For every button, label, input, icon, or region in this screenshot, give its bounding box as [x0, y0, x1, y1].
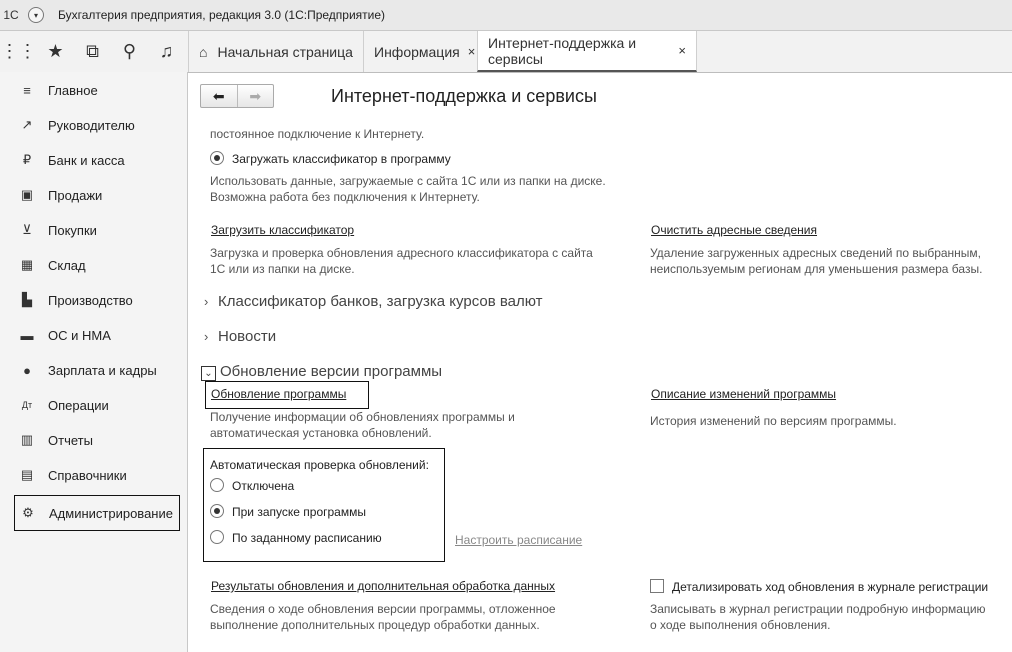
close-icon[interactable]: ×: [678, 43, 686, 58]
warehouse-icon: ▦: [20, 257, 34, 272]
configure-schedule-link[interactable]: Настроить расписание: [455, 533, 583, 547]
main-menu-button[interactable]: ▾: [28, 7, 44, 23]
chevron-right-icon: ›: [204, 294, 209, 309]
section-label: Обновление версии программы: [220, 363, 443, 380]
clear-address-desc-1: Удаление загруженных адресных сведений по выбранным,: [650, 246, 982, 260]
auto-check-option-schedule[interactable]: [210, 530, 382, 545]
sidebar-item-label: Зарплата и кадры: [48, 362, 157, 378]
tab-label: Интернет-поддержка и сервисы: [488, 34, 637, 67]
update-results-desc-2: выполнение дополнительных процедур обработки данных.: [210, 618, 540, 632]
sidebar-item-label: Справочники: [48, 467, 127, 483]
sidebar-item-payroll[interactable]: [14, 354, 180, 386]
sidebar-item-production[interactable]: [14, 284, 180, 316]
list-icon: ≡: [23, 82, 31, 98]
sidebar-item-manager[interactable]: [14, 109, 180, 141]
sidebar-item-label: Продажи: [48, 187, 103, 203]
sidebar-item-label: Главное: [48, 82, 98, 98]
radio-button[interactable]: [210, 530, 224, 544]
sidebar-item-operations[interactable]: [14, 389, 180, 421]
sidebar-item-fixed-assets[interactable]: [14, 319, 180, 351]
load-classifier-desc-1: Загрузка и проверка обновления адресного классификатора с сайта: [210, 246, 593, 260]
radio-button[interactable]: [210, 504, 224, 518]
sidebar-item-label: Руководителю: [48, 117, 135, 133]
chevron-right-icon: ›: [204, 329, 209, 344]
gear-icon: ⚙: [22, 505, 34, 520]
close-icon[interactable]: ×: [467, 44, 476, 59]
tab-home[interactable]: [188, 31, 363, 72]
ruble-icon: ₽: [22, 152, 32, 167]
forward-button[interactable]: ➡: [249, 87, 262, 104]
update-program-desc-2: автоматическая установка обновлений.: [210, 426, 432, 440]
load-classifier-option[interactable]: [210, 151, 451, 166]
radio-label: Отключена: [232, 479, 295, 493]
sidebar-item-bank[interactable]: [14, 144, 180, 176]
nav-buttons: [200, 84, 274, 108]
bell-icon[interactable]: ♫: [159, 41, 174, 61]
section-update[interactable]: [201, 363, 442, 381]
app-logo-icon: 1С: [3, 8, 19, 22]
quick-icons: [0, 31, 188, 72]
program-changes-link[interactable]: Описание изменений программы: [651, 387, 837, 401]
clear-address-desc-2: неиспользуемым регионам для уменьшения размера базы.: [650, 262, 983, 276]
auto-check-option-startup[interactable]: [210, 504, 366, 519]
factory-icon: ▙: [22, 292, 32, 307]
load-classifier-desc-2: 1С или из папки на диске.: [210, 262, 355, 276]
update-results-link[interactable]: Результаты обновления и дополнительная обработка данных: [211, 579, 556, 593]
section-banks[interactable]: [204, 293, 543, 310]
load-option-desc-1: Использовать данные, загружаемые с сайта 1С или из папки на диске.: [210, 174, 606, 188]
tab-bar: [188, 31, 697, 72]
auto-check-label: Автоматическая проверка обновлений:: [210, 458, 429, 472]
sidebar-item-purchases[interactable]: [14, 214, 180, 246]
tab-label: Начальная страница: [217, 43, 353, 60]
radio-label: Загружать классификатор в программу: [232, 152, 451, 166]
sidebar-item-label: Склад: [48, 257, 86, 273]
section-label: Новости: [218, 328, 277, 345]
top-toolbar: [0, 31, 1012, 73]
update-program-desc-1: Получение информации об обновлениях программы и: [210, 410, 515, 424]
radio-button[interactable]: [210, 151, 224, 165]
intro-text: постоянное подключение к Интернету.: [210, 127, 425, 141]
sidebar-item-administration[interactable]: [14, 495, 180, 531]
auto-check-option-off[interactable]: [210, 478, 294, 493]
detail-log-option[interactable]: [650, 579, 988, 594]
sidebar-item-sales[interactable]: [14, 179, 180, 211]
sidebar-item-label: Производство: [48, 292, 133, 308]
bag-icon: ▣: [20, 187, 34, 202]
load-option-desc-2: Возможна работа без подключения к Интернету.: [210, 190, 480, 204]
window-title: Бухгалтерия предприятия, редакция 3.0 (1С:Предприятие): [58, 8, 386, 22]
debit-credit-icon: Дт: [21, 400, 33, 410]
section-news[interactable]: [204, 328, 276, 345]
tab-information[interactable]: [363, 31, 477, 72]
section-label: Классификатор банков, загрузка курсов валют: [218, 293, 543, 310]
trend-icon: ↗: [21, 117, 33, 132]
sidebar-item-label: Отчеты: [48, 432, 93, 448]
page-title: Интернет-поддержка и сервисы: [331, 86, 597, 106]
main-content: [188, 72, 1012, 652]
detail-log-desc-1: Записывать в журнал регистрации подробную информацию: [650, 602, 986, 616]
cart-icon: ⊻: [22, 222, 32, 237]
sidebar-item-label: Банк и касса: [48, 152, 125, 168]
program-changes-desc: История изменений по версиям программы.: [650, 414, 897, 428]
sidebar-item-label: Операции: [48, 397, 109, 413]
sidebar-item-label: Покупки: [48, 222, 97, 238]
bar-chart-icon: ▥: [20, 432, 34, 447]
radio-label: По заданному расписанию: [232, 531, 382, 545]
clear-address-link[interactable]: Очистить адресные сведения: [651, 223, 818, 237]
window-titlebar: [0, 0, 1012, 31]
tab-internet-support[interactable]: [477, 31, 697, 72]
sidebar-item-main[interactable]: [14, 74, 180, 106]
sidebar-item-reports[interactable]: [14, 424, 180, 456]
chevron-down-icon: ⌄: [201, 366, 216, 381]
back-button[interactable]: ⬅: [201, 85, 238, 107]
star-icon[interactable]: ★: [47, 41, 64, 61]
detail-log-desc-2: о ходе выполнения обновления.: [650, 618, 831, 632]
search-icon[interactable]: ⚲: [122, 41, 137, 61]
sidebar-item-catalogs[interactable]: [14, 459, 180, 491]
update-program-link[interactable]: Обновление программы: [211, 387, 347, 401]
book-icon: ▤: [20, 467, 34, 482]
apps-grid-icon[interactable]: ⋮⋮: [0, 41, 37, 61]
radio-label: При запуске программы: [232, 505, 366, 519]
tab-label: Информация: [374, 43, 460, 60]
sidebar-item-label: ОС и НМА: [48, 327, 111, 343]
checkbox-label: Детализировать ход обновления в журнале регистрации: [672, 580, 989, 594]
home-icon: ⌂: [199, 43, 208, 60]
checkbox[interactable]: [650, 579, 664, 593]
update-results-desc-1: Сведения о ходе обновления версии программы, отложенное: [210, 602, 556, 616]
person-icon: ●: [23, 362, 31, 378]
sidebar-item-warehouse[interactable]: [14, 249, 180, 281]
history-icon[interactable]: ⧉: [86, 41, 99, 61]
sidebar: [0, 72, 188, 652]
sidebar-item-label: Администрирование: [49, 505, 173, 521]
load-classifier-link[interactable]: Загрузить классификатор: [211, 223, 355, 237]
radio-button[interactable]: [210, 478, 224, 492]
truck-icon: ▬: [20, 327, 34, 343]
